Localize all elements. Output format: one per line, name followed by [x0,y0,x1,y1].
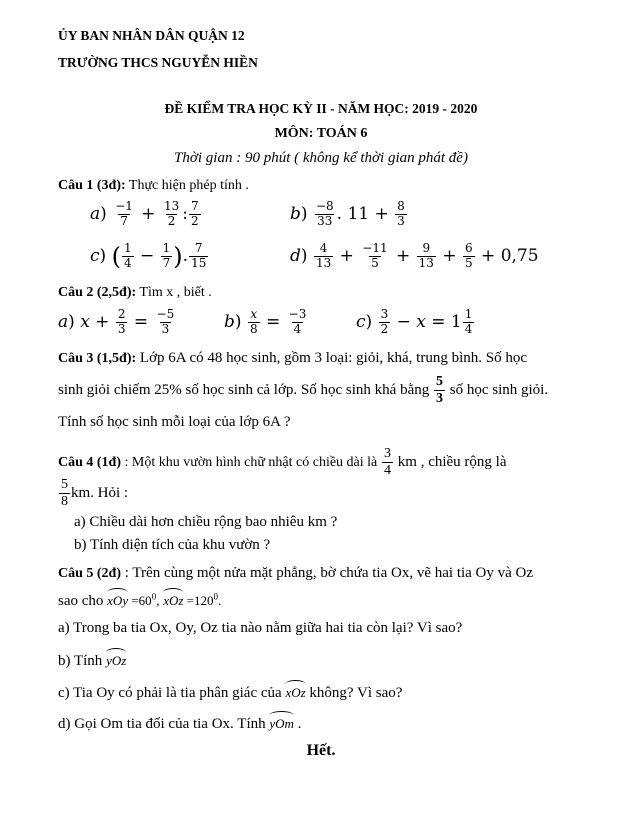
exam-title: ĐỀ KIỂM TRA HỌC KỲ II - NĂM HỌC: 2019 - 2020 [164,101,478,116]
q1d-expression: d) $\frac{4}{13}$ + $\frac{-11}{5}$ + $\frac{9}{13}$ + $\frac{6}{5}$ + 0,75 [290,241,539,270]
q2b-expression: b) $\frac{x}{8}$ = $\frac{-3}{4}$ [224,307,307,336]
q5-line2: sao cho xOy $=60^0$, xOz $=120^0$. [58,591,222,609]
q4-line1: Câu 4 (1đ) : Một khu vườn hình chữ nhật có chiều dài là $\frac{3}{4}$ km , chiều rộng là [58,446,507,479]
district-header: ỦY BAN NHÂN DÂN QUẬN 12 [58,28,245,43]
q4-line2: $\frac{5}{8}$ km. Hỏi : [61,477,129,510]
q3-line1: Câu 3 (1,5đ): Lớp 6A có 48 học sinh, gồm 3 loại: giỏi, khá, trung bình. Số học [58,350,527,366]
q5-part-b: b) Tính yOz [58,650,126,670]
q5-line1: Câu 5 (2đ) : Trên cùng một nửa mặt phẳng, bờ chứa tia Ox, vẽ hai tia Oy và Oz [58,565,534,581]
q4-part-a: a) Chiều dài hơn chiều rộng bao nhiêu km ? [74,514,338,530]
q4-part-b: b) Tính diện tích của khu vườn ? [74,537,271,553]
q2-heading: Câu 2 (2,5đ): Tìm x , biết . [58,285,212,300]
end-mark: Hết. [306,742,336,759]
q2a-expression: a) x + $\frac{2}{3}$ = $\frac{-5}{3}$ [58,307,175,336]
q1a-expression: a) $\frac{-1}{7}$ + $\frac{13}{2}$ : $\frac{7}{2}$ [90,199,199,228]
q1c-expression: c) ( $\frac{1}{4}$ − $\frac{1}{7}$ ). $\frac{7}{15}$ [90,241,207,271]
q3-line3: Tính số học sinh mỗi loại của lớp 6A ? [58,414,291,430]
exam-time: Thời gian : 90 phút ( không kể thời gian phát đề) [174,150,468,166]
q5-part-a: a) Trong ba tia Ox, Oy, Oz tia nào nằm giữa hai tia còn lại? Vì sao? [58,620,463,636]
q1-heading: Câu 1 (3đ): Thực hiện phép tính . [58,178,249,193]
school-header: TRƯỜNG THCS NGUYỄN HIỀN [58,55,258,70]
q3-line2: sinh giỏi chiếm 25% số học sinh cả lớp. Số học sinh khá bằng $\frac{5}{3}$ số học sinh giỏi. [58,374,549,407]
q5-part-d: d) Gọi Om tia đối của tia Ox. Tính yOm . [58,713,301,733]
q1b-expression: b) $\frac{-8}{33}$ . 11 + $\frac{8}{3}$ [290,199,405,228]
exam-subject: MÔN: TOÁN 6 [274,126,368,141]
q5-part-c: c) Tia Oy có phải là tia phân giác của xOz không? Vì sao? [58,682,402,702]
q2c-expression: c) $\frac{3}{2}$ − x = 1 $\frac{1}{4}$ [356,307,473,336]
